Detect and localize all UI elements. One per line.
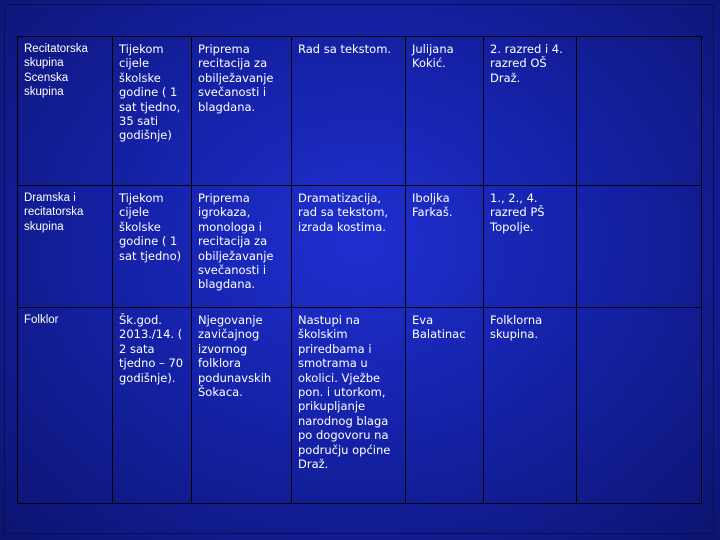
goal-text: Priprema igrokaza, monologa i recitacija za obilježavanje svečanosti i blagdana. <box>198 191 274 292</box>
extra-cell <box>577 37 702 186</box>
leader-text: Eva Balatinac <box>412 313 466 342</box>
participants-cell <box>484 37 577 186</box>
extra-cell <box>577 308 702 504</box>
method-cell <box>292 37 406 186</box>
group-cell <box>18 186 113 308</box>
time-cell <box>113 186 192 308</box>
goal-cell <box>192 37 292 186</box>
group-text: Dramska i recitatorska skupina <box>24 192 84 233</box>
leader-cell <box>406 37 484 186</box>
group-cell <box>18 37 113 186</box>
leader-cell <box>406 186 484 308</box>
time-text: Tijekom cijele školske godine ( 1 sat tjedno) <box>119 191 182 263</box>
table-row <box>18 37 702 186</box>
method-cell <box>292 186 406 308</box>
leader-text: Julijana Kokić. <box>412 42 454 71</box>
goal-text: Njegovanje zavičajnog izvornog folklora podunavskih Šokaca. <box>198 313 272 400</box>
method-cell <box>292 308 406 504</box>
method-text: Dramatizacija, rad sa tekstom, izrada kostima. <box>298 191 389 234</box>
participants-text: 1., 2., 4. razred PŠ Topolje. <box>490 191 545 234</box>
participants-text: Folklorna skupina. <box>490 313 543 342</box>
time-cell <box>113 308 192 504</box>
leader-cell <box>406 308 484 504</box>
table-row <box>18 186 702 308</box>
time-text: Šk.god. 2013./14. ( 2 sata tjedno – 70 godišnje). <box>119 313 184 385</box>
extra-cell <box>577 186 702 308</box>
participants-cell <box>484 308 577 504</box>
table-row <box>18 308 702 504</box>
group-text: Folklor <box>24 314 59 326</box>
participants-cell <box>484 186 577 308</box>
activities-table <box>17 36 702 504</box>
goal-cell <box>192 308 292 504</box>
group-text: Recitatorska skupina Scenska skupina <box>24 43 88 99</box>
group-cell <box>18 308 113 504</box>
goal-text: Priprema recitacija za obilježavanje svečanosti i blagdana. <box>198 42 274 114</box>
time-cell <box>113 37 192 186</box>
time-text: Tijekom cijele školske godine ( 1 sat tjedno, 35 sati godišnje) <box>119 42 181 143</box>
leader-text: Iboljka Farkaš. <box>412 191 453 220</box>
method-text: Nastupi na školskim priredbama i smotrama u okolici. Vježbe pon. i utorkom, prikupljanje narodnog blaga po dogovoru na području općine Draž. <box>298 313 391 472</box>
participants-text: 2. razred i 4. razred OŠ Draž. <box>490 42 563 85</box>
goal-cell <box>192 186 292 308</box>
method-text: Rad sa tekstom. <box>298 42 392 56</box>
